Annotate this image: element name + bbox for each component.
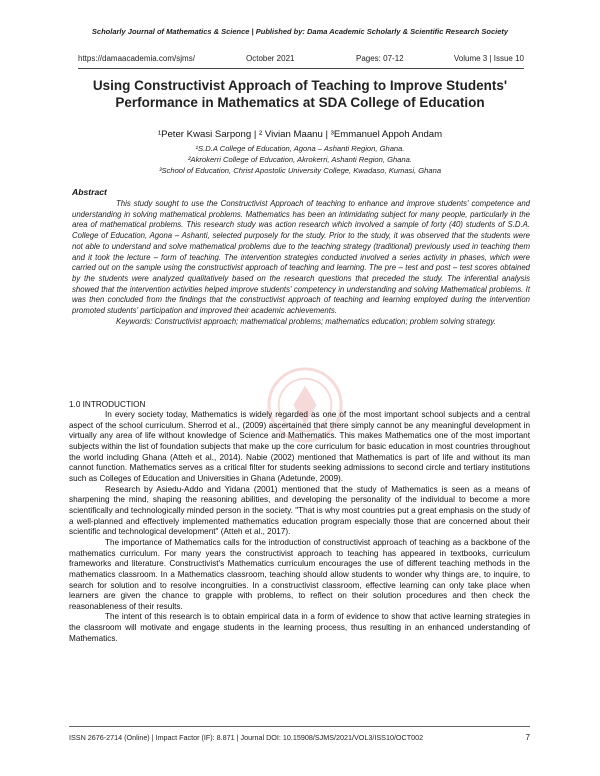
issue-date: October 2021 <box>246 54 295 63</box>
abstract-body <box>72 199 530 327</box>
journal-header: Scholarly Journal of Mathematics & Science | Published by: Dama Academic Scholarly & Scientific Research Society <box>91 27 509 36</box>
affiliation-2: ²Akrokerri College of Education, Akrokerri, Ashanti Region, Ghana. <box>188 155 412 165</box>
page-footer <box>69 733 530 745</box>
author-list: ¹Peter Kwasi Sarpong | ² Vivian Maanu | ³Emmanuel Appoh Andam <box>157 129 443 140</box>
section-heading-introduction: 1.0 INTRODUCTION <box>69 400 146 409</box>
introduction-body <box>69 410 530 644</box>
page-range: Pages: 07-12 <box>356 54 404 63</box>
body-paragraph: In every society today, Mathematics is widely regarded as one of the most important school subjects and a central aspect of the school curriculum. Sherrod et al., (2009) ascertained that there simply cannot be any meaningful development in virtually any area of life without knowledge of Science and Mathematics. This makes Mathematics one of the most important subjects within the list of foundation subjects that make up the core curriculum for basic education in most countries throughout the world including Ghana (Atteh et al., 2014). Nabie (2002) mentioned that Mathematics is part of life and without its man cannot function. Mathematics serves as a critical filter for students seeking admissions to second circle and tertiary institutions such as Colleges of Education and Universities in Ghana (Adetunde, 2009). <box>69 410 530 483</box>
affiliation-1: ¹S.D.A College of Education, Agona – Ashanti Region, Ghana. <box>195 144 405 153</box>
page-number: 7 <box>525 733 530 742</box>
footer-divider <box>69 726 530 727</box>
abstract-text: This study sought to use the Constructivist Approach of teaching to enhance and improve students' competence and understanding in solving mathematical problems. Mathematics has been an intimidating subject for many people, particularly in the area of mathematical problems. This research study was action research which involved a sample of forty (40) students of S.D.A. College of Education, Agona – Ashanti, selected purposely for the study. Prior to the study, it was observed that the students were not able to understand and solve mathematical problems due to the teaching strategy (traditional) previously used in teaching them and it took the lecture – form of teaching. The intervention strategies conducted involved a series activity in phases, which were carried out on the sample using the constructivist approach of teaching and learning. The pre – test and post – test scores obtained by the students were analyzed qualitatively based on the research questions that preceded the study. The inferential analysis showed that the intervention activities helped improve students' competency in understanding and solving Mathematical problems. It was then concluded from the findings that the constructivist approach of teaching and learning employed during the intervention promoted students' participation and improved their academic achievements. <box>72 199 530 316</box>
volume-issue: Volume 3 | Issue 10 <box>453 54 524 63</box>
journal-url[interactable]: https://damaacademia.com/sjms/ <box>78 54 195 63</box>
body-paragraph: The importance of Mathematics calls for the introduction of constructivist approach of teaching as a backbone of the mathematics curriculum. For many years the constructivist approach to teaching has appeared in textbooks, curriculum frameworks and literature. Constructivist's Mathematics curriculum encourages the use of different teaching methods in the mathematics classroom. In a Mathematics classroom, teaching should allow students to wonder why things are, to inquire, to search for solution and to resolve incongruities. In a constructivist classroom, effective learning can only take place when learners are given the chance to grapple with problems, to reflect on their solution procedures and then check the reasonableness of their results. <box>69 537 530 611</box>
body-paragraph: The intent of this research is to obtain empirical data in a form of evidence to show that active learning strategies in the classroom will motivate and engage students in the learning process, thus resulting in an enhanced understanding of Mathematics. <box>69 612 530 643</box>
paper-title: Using Constructivist Approach of Teaching to Improve Students' Performance in Mathematics at SDA College of Education <box>92 78 508 110</box>
header-divider <box>78 68 524 69</box>
body-paragraph: Research by Asiedu-Addo and Yidana (2001) mentioned that the study of Mathematics is seen as a means of sharpening the mind, shaping the reasoning abilities, and developing the personality of the individual to become a more scientifically and technologically minded person in the society. "That is why most countries put a great emphasis on the study of a well-planned and effectively implemented mathematics education program especially those that are concerned about their scientific and technological development" (Atteh et al., 2017). <box>69 484 530 537</box>
affiliation-list <box>60 143 540 177</box>
abstract-heading: Abstract <box>72 187 107 197</box>
issn-doi-line: ISSN 2676-2714 (Online) | Impact Factor (IF): 8.871 | Journal DOI: 10.15908/SJMS/2021/VOL3/ISS10/OCT002 <box>69 733 424 742</box>
issue-meta-row <box>78 54 524 66</box>
keywords: Keywords: Constructivist approach; mathematical problems; mathematics education; problem solving strategy. <box>116 316 496 326</box>
affiliation-3: ³School of Education, Christ Apostolic University College, Kwadaso, Kumasi, Ghana <box>158 166 442 176</box>
